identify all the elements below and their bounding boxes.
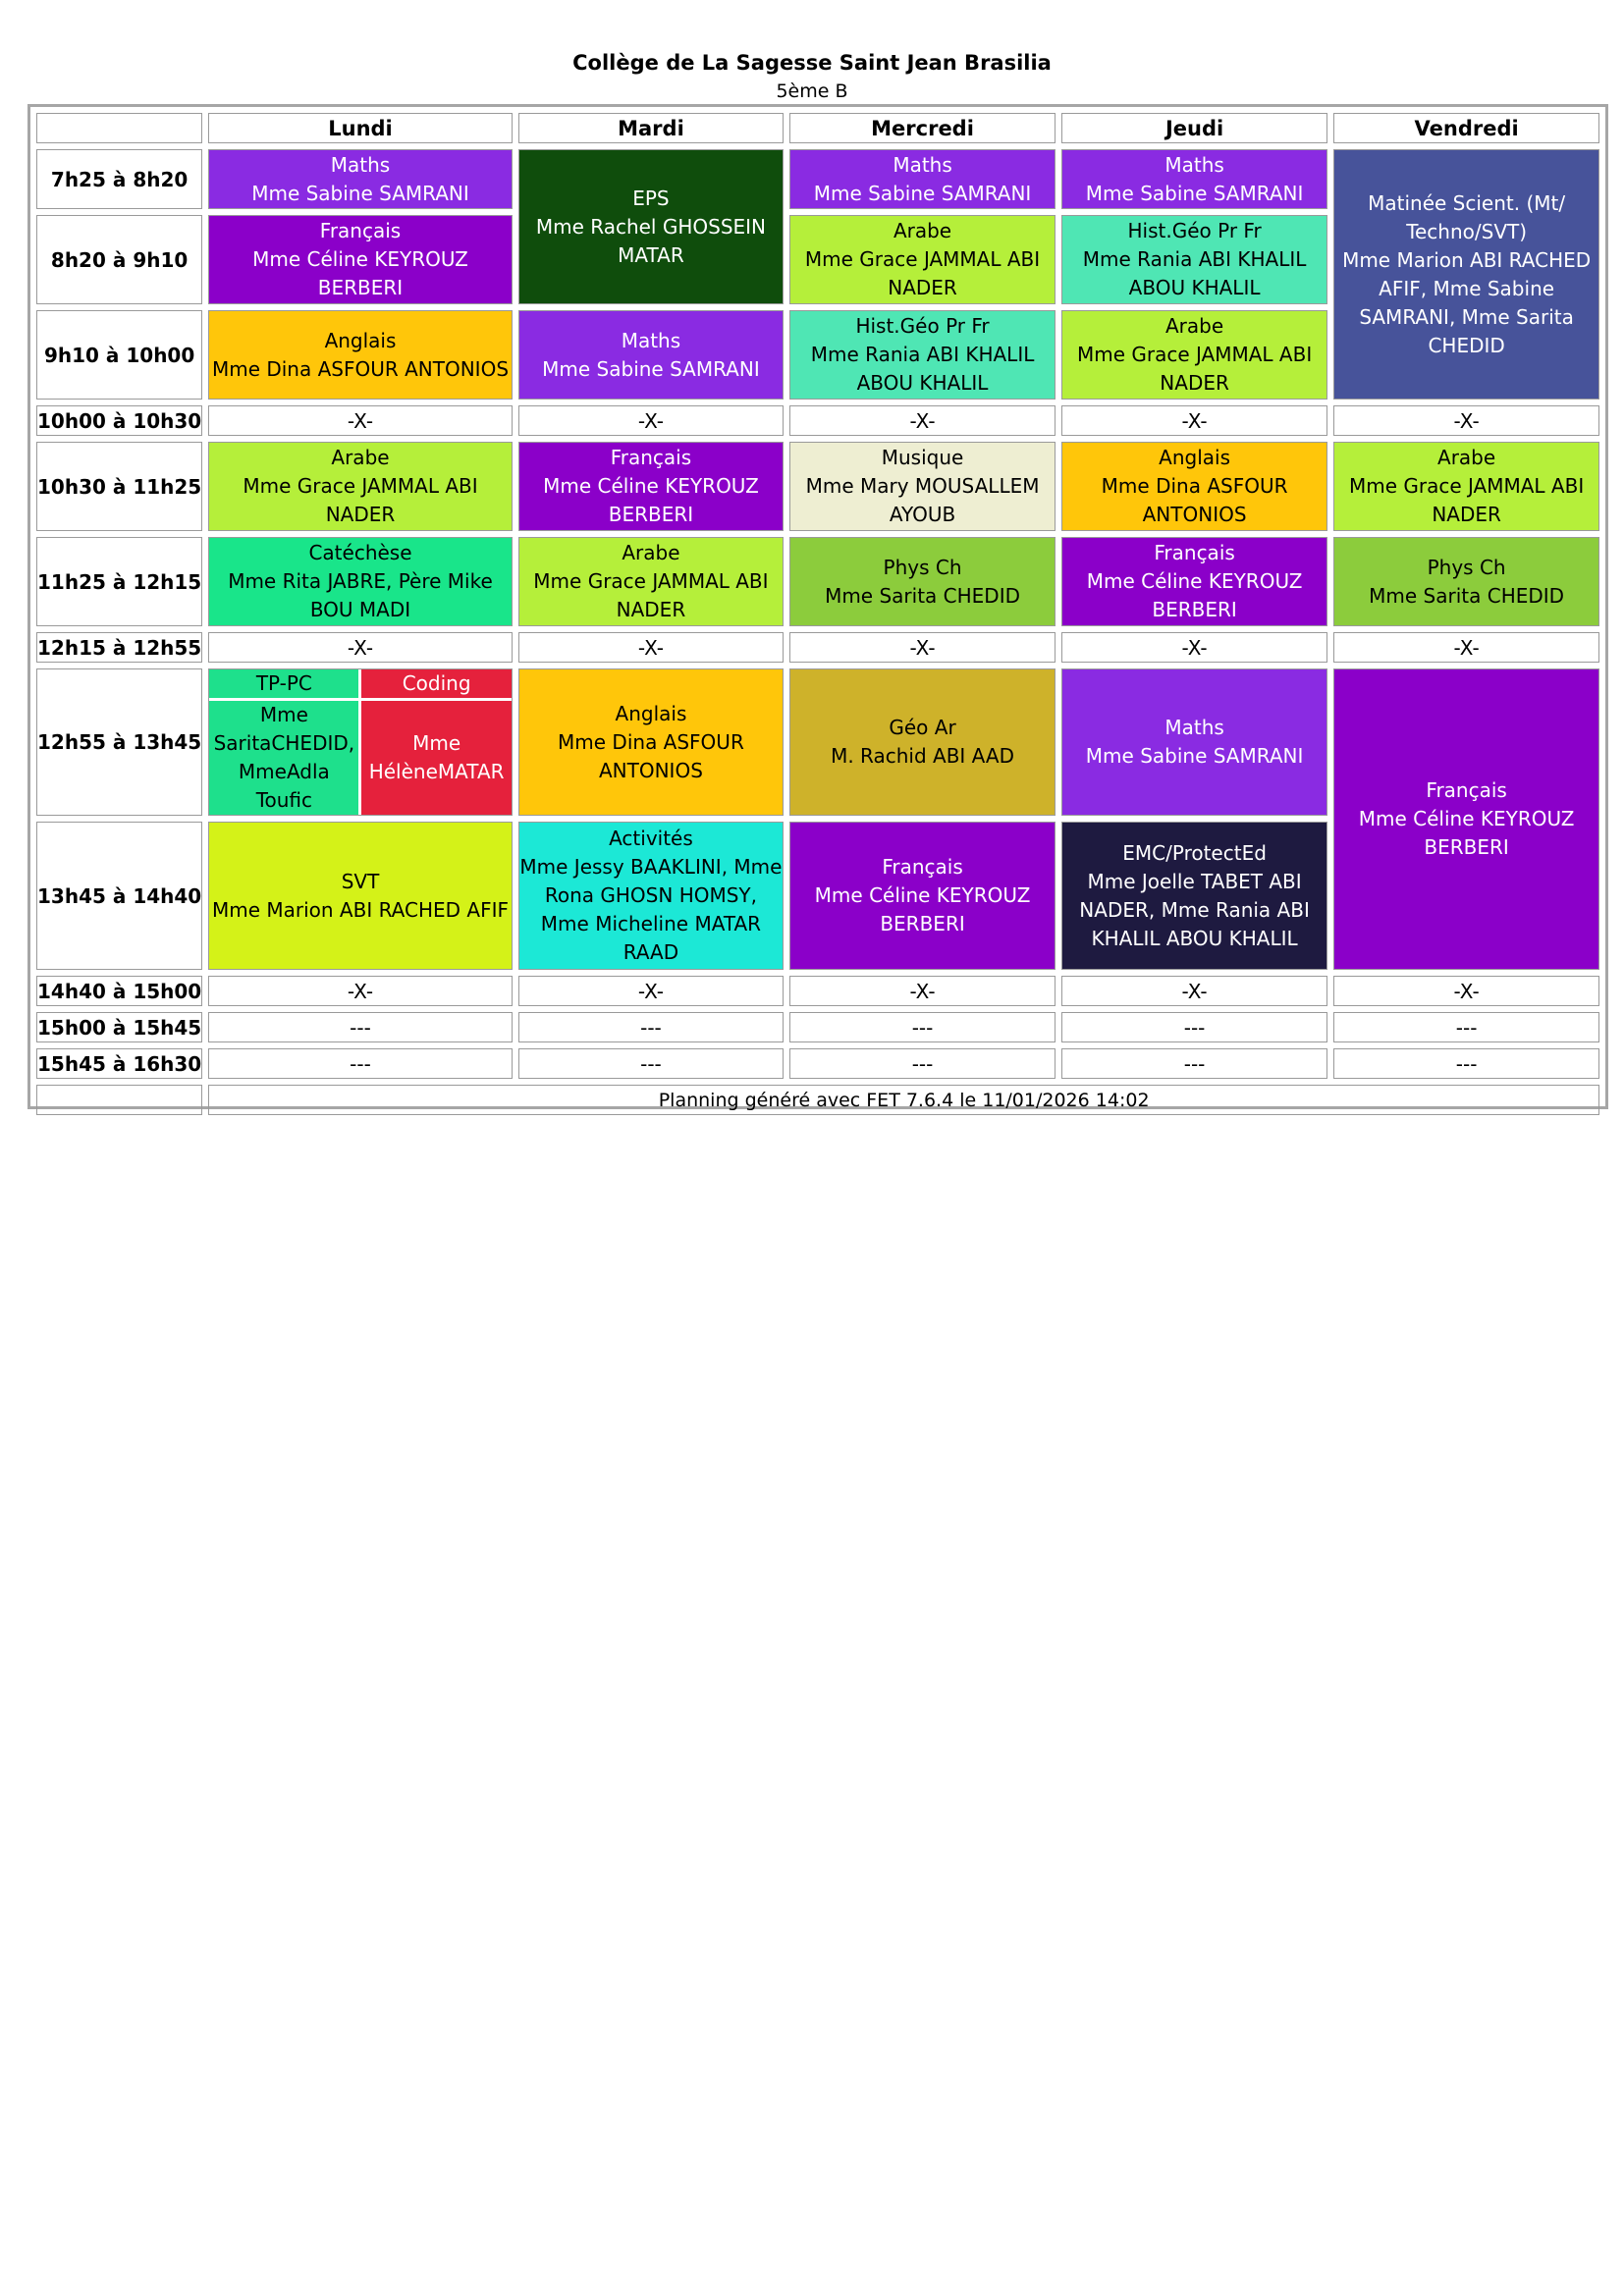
break-cell: -X- <box>1333 976 1599 1006</box>
empty-cell: --- <box>1333 1012 1599 1042</box>
lesson-teacher-line: Mme Sabine SAMRANI <box>1085 181 1304 205</box>
break-row <box>36 632 1599 663</box>
break-cell: -X- <box>1061 976 1327 1006</box>
lesson-subject: Maths <box>330 152 391 177</box>
break-cell: -X- <box>208 405 513 436</box>
lesson-subject: Phys Ch <box>1427 555 1506 579</box>
lesson-teacher-line: Mme Marion ABI RACHED <box>1342 247 1592 272</box>
time-slot-label: 12h15 à 12h55 <box>36 632 202 663</box>
lesson-teacher-line: NADER <box>888 276 957 299</box>
lesson-cell[interactable] <box>1333 668 1599 970</box>
footer-corner <box>36 1085 202 1115</box>
lesson-cell[interactable] <box>518 668 784 816</box>
break-row <box>36 405 1599 436</box>
lesson-cell[interactable] <box>1061 149 1327 209</box>
lesson-cell[interactable] <box>208 215 513 304</box>
day-header-mardi: Mardi <box>518 113 784 143</box>
footer-row <box>36 1085 1599 1115</box>
lesson-cell[interactable] <box>1333 442 1599 531</box>
break-cell: -X- <box>518 632 784 663</box>
lesson-teacher-line: CHEDID, Mme <box>238 731 355 783</box>
day-header-vendredi: Vendredi <box>1333 113 1599 143</box>
lesson-subject: Anglais <box>615 701 687 725</box>
time-slot-label: 8h20 à 9h10 <box>36 215 202 304</box>
lesson-teacher-line: NADER <box>1160 371 1229 395</box>
empty-cell: --- <box>208 1048 513 1079</box>
lesson-teacher-line: Mme Jessy BAAKLINI, Mme <box>519 855 783 879</box>
split-lesson-title[interactable]: TP-PC <box>209 669 360 700</box>
lesson-teacher-line: BERBERI <box>1152 598 1237 621</box>
lesson-subject: Maths <box>1164 716 1224 739</box>
lesson-cell[interactable] <box>1061 215 1327 304</box>
empty-cell: --- <box>789 1012 1056 1042</box>
lesson-subject: Géo Ar <box>889 716 956 739</box>
break-cell: -X- <box>789 405 1056 436</box>
lesson-subject: EMC/ProtectEd <box>1122 840 1267 865</box>
time-slot-label: 12h55 à 13h45 <box>36 668 202 816</box>
lesson-subject: SVT <box>341 869 380 893</box>
lesson-cell[interactable] <box>1061 822 1327 970</box>
lesson-teacher-line: Mme Dina ASFOUR <box>1101 474 1288 498</box>
lesson-teacher-line: Mme Grace JAMMAL ABI <box>1348 474 1585 498</box>
empty-cell: --- <box>518 1012 784 1042</box>
lesson-subject: Activités <box>609 827 693 850</box>
lesson-cell[interactable] <box>208 537 513 626</box>
lesson-cell[interactable] <box>208 149 513 209</box>
lesson-cell[interactable] <box>1061 668 1327 816</box>
school-title: Collège de La Sagesse Saint Jean Brasilia <box>572 51 1052 75</box>
day-header-mercredi: Mercredi <box>789 113 1056 143</box>
lesson-teacher-line: Mme Céline KEYROUZ BERBERI <box>252 247 468 299</box>
lesson-teacher-line: Mme Grace JAMMAL ABI <box>243 474 478 498</box>
lesson-cell[interactable] <box>208 822 513 970</box>
lesson-teacher-line: Mme Grace JAMMAL ABI <box>1076 343 1313 366</box>
lesson-teacher-line: Techno/SVT) <box>1406 219 1528 243</box>
lesson-teacher-line: Mme Grace JAMMAL ABI <box>804 247 1041 271</box>
lesson-teacher-line: Mme Joelle TABET ABI <box>1087 869 1302 893</box>
lesson-teacher-line: Mme Mary MOUSALLEM <box>805 474 1040 498</box>
lesson-cell[interactable] <box>1061 442 1327 531</box>
lesson-subject: Arabe <box>622 541 680 564</box>
time-slot-label: 15h00 à 15h45 <box>36 1012 202 1042</box>
split-lesson-title[interactable]: Coding <box>360 669 512 700</box>
lesson-cell[interactable] <box>789 537 1056 626</box>
split-lesson-teachers[interactable] <box>209 700 360 816</box>
lesson-subject: Hist.Géo Pr Fr <box>1127 219 1262 242</box>
empty-row <box>36 1012 1599 1042</box>
lesson-cell[interactable] <box>518 310 784 400</box>
split-lesson-cell <box>208 668 513 816</box>
empty-cell: --- <box>518 1048 784 1079</box>
lesson-cell[interactable] <box>1333 149 1599 400</box>
lesson-teacher-line: Mme Sabine SAMRANI <box>813 181 1032 205</box>
lesson-cell[interactable] <box>518 537 784 626</box>
lesson-cell[interactable] <box>518 822 784 970</box>
lesson-teacher-line: Mme Rania ABI KHALIL <box>1082 247 1307 271</box>
break-cell: -X- <box>518 405 784 436</box>
generated-footer: Planning généré avec FET 7.6.4 le 11/01/2026 14:02 <box>208 1085 1599 1115</box>
lesson-cell[interactable] <box>1061 537 1327 626</box>
lesson-subject: Français <box>1154 541 1235 564</box>
day-header-jeudi: Jeudi <box>1061 113 1327 143</box>
lesson-subject: Arabe <box>331 446 390 469</box>
lesson-teacher-line: Mme Sabine SAMRANI <box>542 356 760 381</box>
lesson-subject: Hist.Géo Pr Fr <box>855 314 990 338</box>
lesson-teacher-line: ABOU KHALIL <box>856 371 989 395</box>
empty-cell: --- <box>789 1048 1056 1079</box>
lesson-subject: Français <box>882 855 963 879</box>
break-cell: -X- <box>789 632 1056 663</box>
lesson-subject: Maths <box>893 152 952 177</box>
lesson-cell[interactable] <box>1061 310 1327 400</box>
lesson-teacher-line: Mme Sabine SAMRANI <box>251 181 469 205</box>
lesson-subject: EPS <box>632 186 670 210</box>
lesson-teacher-line: AYOUB <box>889 503 956 526</box>
timetable-frame <box>27 104 1608 1109</box>
lesson-teacher-line: SAMRANI, Mme Sarita <box>1359 304 1574 329</box>
time-row <box>36 537 1599 626</box>
lesson-cell[interactable] <box>518 149 784 304</box>
lesson-teacher-line: Mme Micheline MATAR <box>540 912 762 935</box>
time-slot-label: 10h30 à 11h25 <box>36 442 202 531</box>
lesson-teacher-line: Mme Marion ABI RACHED AFIF <box>211 897 509 922</box>
lesson-teacher-line: Mme Céline KEYROUZ <box>543 474 759 498</box>
time-row <box>36 668 1599 816</box>
lesson-cell[interactable] <box>208 442 513 531</box>
lesson-teacher-line: Mme Rita JABRE, Père Mike <box>228 569 493 593</box>
lesson-cell[interactable] <box>789 215 1056 304</box>
lesson-teacher-line: Mme Céline KEYROUZ <box>814 883 1031 907</box>
time-slot-label: 7h25 à 8h20 <box>36 149 202 209</box>
lesson-teacher-line: Mme Sarita CHEDID <box>1369 583 1565 608</box>
lesson-subject: Français <box>610 446 692 469</box>
lesson-subject: Anglais <box>324 328 397 352</box>
break-cell: -X- <box>1061 405 1327 436</box>
lesson-subject: Français <box>319 219 402 242</box>
time-row <box>36 442 1599 531</box>
lesson-cell[interactable] <box>789 822 1056 970</box>
lesson-teacher-line: ABOU KHALIL <box>1128 276 1261 299</box>
lesson-teacher-line: BERBERI <box>880 912 965 935</box>
lesson-subject: Arabe <box>1165 314 1224 338</box>
lesson-teacher-line: CHEDID <box>1428 333 1505 357</box>
lesson-subject: Arabe <box>893 219 952 242</box>
lesson-cell[interactable] <box>518 442 784 531</box>
break-row <box>36 976 1599 1006</box>
lesson-subject: Phys Ch <box>883 555 962 579</box>
time-slot-label: 15h45 à 16h30 <box>36 1048 202 1079</box>
time-slot-label: 10h00 à 10h30 <box>36 405 202 436</box>
lesson-teacher-line: Mme Sarita <box>213 703 308 755</box>
empty-row <box>36 1048 1599 1079</box>
lesson-teacher-line: AFIF, Mme Sabine <box>1379 276 1555 300</box>
lesson-cell[interactable] <box>789 668 1056 816</box>
lesson-teacher-line: Mme Sabine SAMRANI <box>1085 744 1304 768</box>
break-cell: -X- <box>1333 405 1599 436</box>
lesson-teacher-line: KHALIL ABOU KHALIL <box>1091 926 1298 950</box>
lesson-subject: Catéchèse <box>308 541 412 564</box>
lesson-teacher-line: ANTONIOS <box>1142 503 1247 526</box>
lesson-teacher-line: NADER <box>616 598 686 621</box>
lesson-teacher-line: NADER, Mme Rania ABI <box>1079 897 1310 922</box>
lesson-teacher-line: Mme Sarita CHEDID <box>825 583 1020 608</box>
lesson-cell[interactable] <box>1333 537 1599 626</box>
lesson-teacher-line: ANTONIOS <box>598 758 703 782</box>
time-slot-label: 11h25 à 12h15 <box>36 537 202 626</box>
lesson-teacher-line: BERBERI <box>1424 835 1509 859</box>
lesson-cell[interactable] <box>208 310 513 400</box>
lesson-teacher-line: BERBERI <box>608 503 694 526</box>
lesson-subject: Matinée Scient. (Mt/ <box>1368 190 1566 215</box>
day-header-lundi: Lundi <box>208 113 513 143</box>
lesson-teacher-line: Rona GHOSN HOMSY, <box>544 883 757 907</box>
lesson-teacher-line: MATAR <box>437 760 505 783</box>
time-slot-label: 14h40 à 15h00 <box>36 976 202 1006</box>
split-lesson-table <box>209 669 512 815</box>
lesson-subject: Maths <box>1164 152 1224 177</box>
time-slot-label: 9h10 à 10h00 <box>36 310 202 400</box>
empty-cell: --- <box>208 1012 513 1042</box>
lesson-teacher-line: NADER <box>325 503 396 526</box>
timetable <box>30 107 1605 1121</box>
break-cell: -X- <box>1061 632 1327 663</box>
lesson-teacher-line: Mme Rachel GHOSSEIN <box>535 214 767 239</box>
class-name: 5ème B <box>776 80 848 102</box>
lesson-subject: Anglais <box>1159 446 1230 469</box>
lesson-teacher-line: Mme Rania ABI KHALIL <box>810 343 1035 366</box>
lesson-subject: Maths <box>621 328 681 352</box>
lesson-subject: Musique <box>881 446 964 469</box>
lesson-teacher-line: Adla Toufic <box>255 760 330 812</box>
split-lesson-teachers[interactable] <box>360 700 512 816</box>
corner-cell <box>36 113 202 143</box>
lesson-cell[interactable] <box>789 149 1056 209</box>
lesson-teacher-line: Mme Grace JAMMAL ABI <box>533 569 769 593</box>
empty-cell: --- <box>1061 1012 1327 1042</box>
time-row <box>36 149 1599 209</box>
lesson-teacher-line: Mme Hélène <box>368 731 461 783</box>
time-slot-label: 13h45 à 14h40 <box>36 822 202 970</box>
break-cell: -X- <box>518 976 784 1006</box>
lesson-teacher-line: MATAR <box>618 242 684 267</box>
break-cell: -X- <box>789 976 1056 1006</box>
lesson-cell[interactable] <box>789 442 1056 531</box>
lesson-teacher-line: Mme Céline KEYROUZ <box>1086 569 1303 593</box>
lesson-subject: Arabe <box>1437 446 1496 469</box>
break-cell: -X- <box>208 976 513 1006</box>
lesson-teacher-line: M. Rachid ABI AAD <box>831 744 1015 768</box>
lesson-cell[interactable] <box>789 310 1056 400</box>
header-row <box>36 113 1599 143</box>
lesson-teacher-line: RAAD <box>623 940 679 964</box>
break-cell: -X- <box>208 632 513 663</box>
empty-cell: --- <box>1061 1048 1327 1079</box>
empty-cell: --- <box>1333 1048 1599 1079</box>
lesson-teacher-line: Mme Céline KEYROUZ <box>1358 807 1575 830</box>
lesson-teacher-line: NADER <box>1432 503 1501 526</box>
lesson-teacher-line: Mme Dina ASFOUR ANTONIOS <box>211 356 510 381</box>
lesson-teacher-line: Mme Dina ASFOUR <box>558 729 744 754</box>
break-cell: -X- <box>1333 632 1599 663</box>
lesson-teacher-line: BOU MADI <box>309 598 411 621</box>
lesson-subject: Français <box>1426 778 1507 802</box>
